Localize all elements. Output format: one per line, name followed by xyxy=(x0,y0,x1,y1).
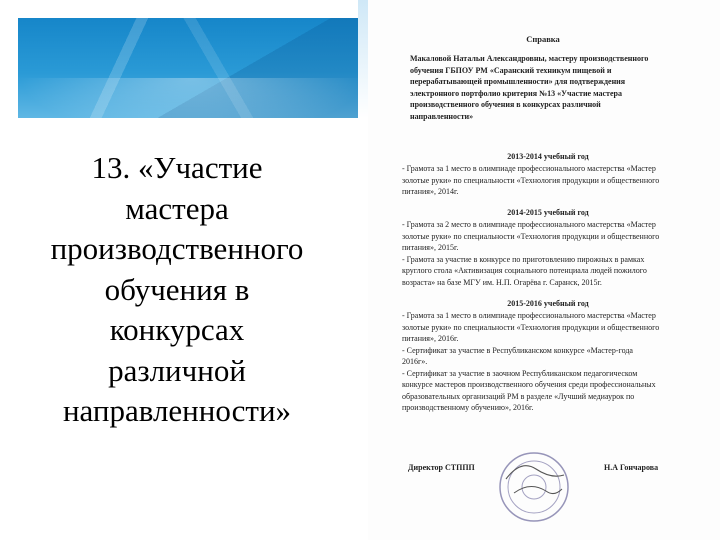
director-name: Н.А Гончарова xyxy=(604,463,659,472)
banner-wave xyxy=(18,78,366,118)
doc-line: - Грамота за 2 место в олимпиаде профессионального мастерства «Мастер xyxy=(402,220,656,229)
signature-area xyxy=(408,455,708,535)
doc-line: - Сертификат за участие в Республиканском конкурсе «Мастер-года xyxy=(402,345,633,355)
doc-line: круглого стола «Активизация социального потенциала людей пожилого xyxy=(402,266,647,275)
doc-line: образовательных организаций РМ в разделе «Лучший медиаурок по xyxy=(402,391,635,401)
doc-line: производственному обучению», 2016г. xyxy=(402,403,534,412)
doc-line: Макаловой Натальи Александровны, мастеру производственного xyxy=(410,54,649,63)
doc-line: питания», 2015г. xyxy=(402,243,459,252)
year-heading-3: 2015-2016 учебный год xyxy=(507,299,589,308)
doc-line: направленности» xyxy=(410,111,474,121)
doc-line: конкурсе мастеров производственного обучения среди профессиональных xyxy=(402,380,656,389)
year-heading-1: 2013-2014 учебный год xyxy=(507,152,589,161)
doc-line: - Грамота за 1 место в олимпиаде профессионального мастерства «Мастер xyxy=(402,311,656,320)
slide-title: 13. «Участие мастера производственного обучения в конкурсах различной направленности» xyxy=(50,150,304,428)
doc-line: обучения ГБПОУ РМ «Саранский техникум пищевой и xyxy=(410,65,612,75)
director-label: Директор СТППП xyxy=(408,463,475,472)
doc-line: золотые руки» по специальности «Технология продукции и общественного xyxy=(402,231,660,241)
doc-line: перерабатывающей промышленности» для подтверждения xyxy=(410,77,626,86)
doc-line: производственного обучения в конкурсах различной xyxy=(410,100,601,109)
doc-line: 2016г». xyxy=(402,357,428,366)
doc-heading: Справка xyxy=(526,34,560,44)
doc-line: - Сертификат за участие в заочном Республиканском педагогическом xyxy=(402,368,638,378)
scanned-certificate xyxy=(368,0,720,540)
doc-line: - Грамота за 1 место в олимпиаде профессионального мастерства «Мастер xyxy=(402,164,656,173)
doc-line: - Грамота за участие в конкурсе по приготовлению пирожных в рамках xyxy=(402,254,645,264)
doc-line: электронного портфолио критерия №13 «Участие мастера xyxy=(410,88,622,98)
year-heading-2: 2014-2015 учебный год xyxy=(507,208,589,217)
doc-line: возраста» на базе МГУ им. Н.П. Огарёва г. Саранск, 2015г. xyxy=(402,277,602,287)
doc-line: золотые руки» по специальности «Технология продукции и общественного xyxy=(402,322,660,332)
doc-line: питания», 2016г. xyxy=(402,334,459,343)
doc-line: золотые руки» по специальности «Технология продукции и общественного xyxy=(402,175,660,185)
title-banner xyxy=(18,18,366,118)
official-stamp-icon xyxy=(496,449,572,525)
doc-line: питания», 2014г. xyxy=(402,187,459,196)
